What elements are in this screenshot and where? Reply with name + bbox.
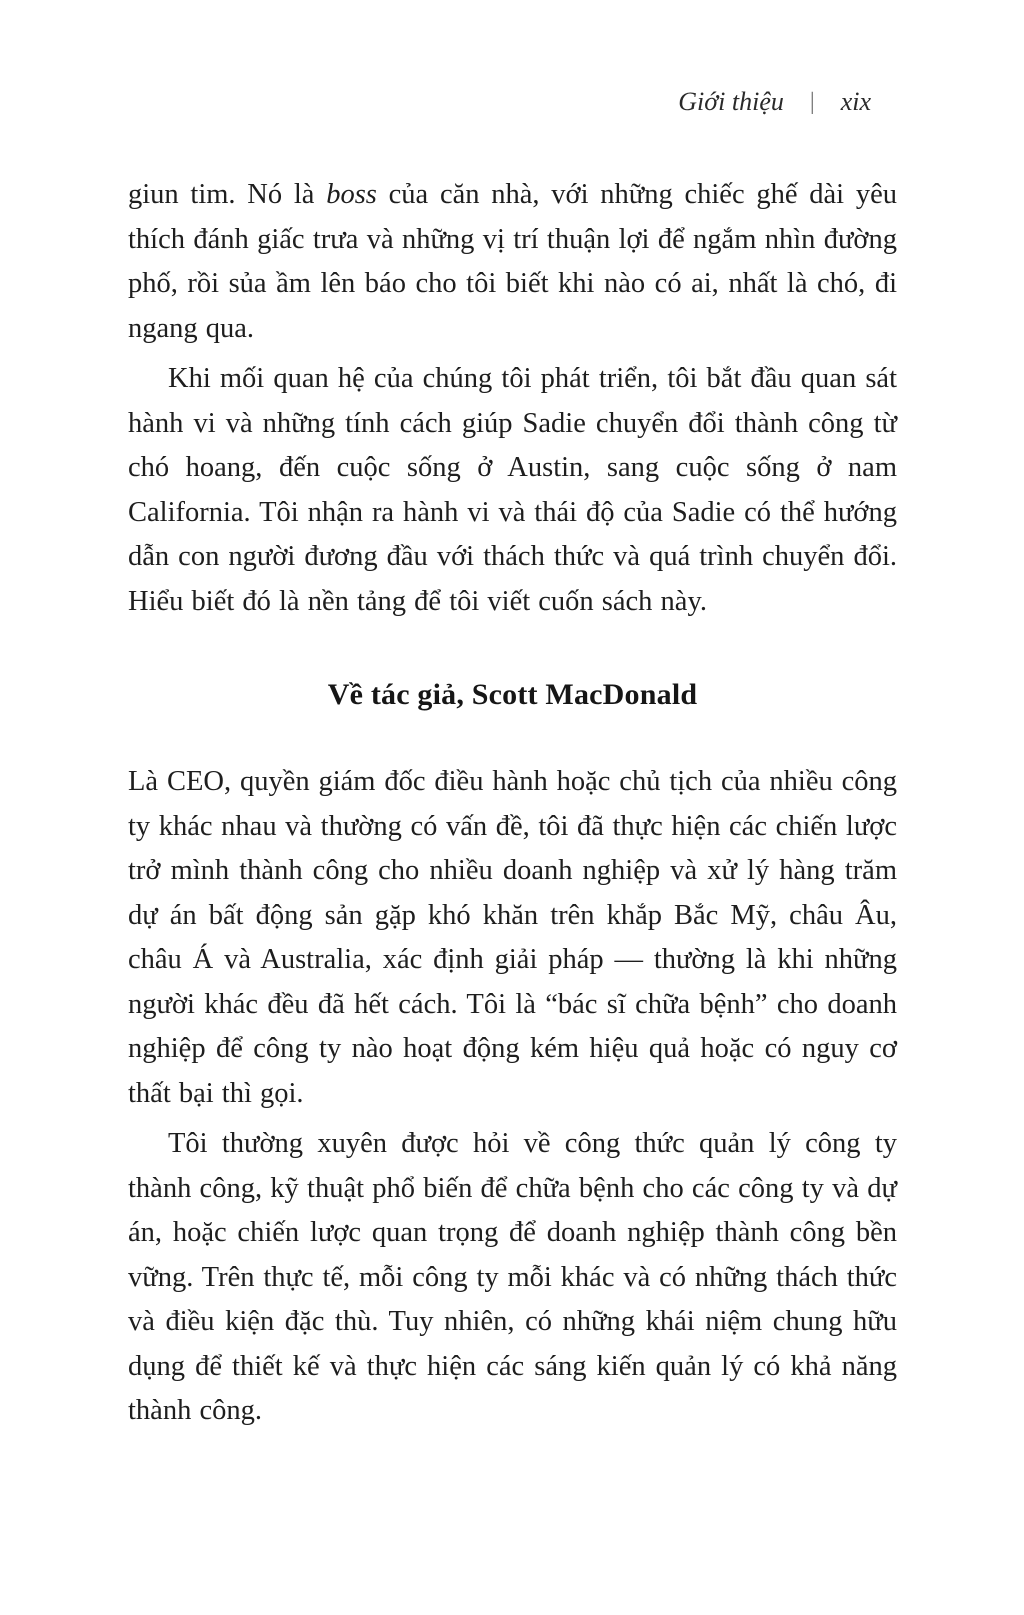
running-header [128, 86, 897, 119]
paragraph-2: Khi mối quan hệ của chúng tôi phát triển, tôi bắt đầu quan sát hành vi và những tính cách giúp Sadie chuyển đổi thành công từ chó hoang, đến cuộc sống ở Austin, sang cuộc sống ở nam California. Tôi nhận ra hành vi và thái độ của Sadie có thể hướng dẫn con người đương đầu với thách thức và quá trình chuyển đổi. Hiểu biết đó là nền tảng để tôi viết cuốn sách này. [128, 363, 897, 617]
page-number: xix [840, 87, 871, 116]
running-head-title: Giới thiệu [678, 87, 784, 116]
paragraph-1-text-before: giun tim. Nó là [128, 179, 327, 210]
section-heading: Về tác giả, Scott MacDonald [327, 678, 698, 711]
paragraph-3: Là CEO, quyền giám đốc điều hành hoặc chủ tịch của nhiều công ty khác nhau và thường có vấn đề, tôi đã thực hiện các chiến lược trở mình thành công cho nhiều doanh nghiệp và xử lý hàng trăm dự án bất động sản gặp khó khăn trên khắp Bắc Mỹ, châu Âu, châu Á và Australia, xác định giải pháp — thường là khi những người khác đều đã hết cách. Tôi là “bác sĩ chữa bệnh” cho doanh nghiệp để công ty nào hoạt động kém hiệu quả hoặc có nguy cơ thất bại thì gọi. [128, 766, 897, 1109]
header-separator: | [809, 89, 815, 115]
paragraph-4: Tôi thường xuyên được hỏi về công thức quản lý công ty thành công, kỹ thuật phổ biến để chữa bệnh cho các công ty và dự án, hoặc chiến lược quan trọng để doanh nghiệp thành công bền vững. Trên thực tế, mỗi công ty mỗi khác và có những thách thức và điều kiện đặc thù. Tuy nhiên, có những khái niệm chung hữu dụng để thiết kế và thực hiện các sáng kiến quản lý có khả năng thành công. [128, 1128, 897, 1426]
paragraph-1-text-after: của căn nhà, với những chiếc ghế dài yêu thích đánh giấc trưa và những vị trí thuận lợi để ngắm nhìn đường phố, rồi sủa ầm lên báo cho tôi biết khi nào có ai, nhất là chó, đi ngang qua. [128, 179, 897, 344]
paragraph-1-italic-word: boss [326, 179, 377, 210]
paragraph-1 [128, 173, 897, 351]
